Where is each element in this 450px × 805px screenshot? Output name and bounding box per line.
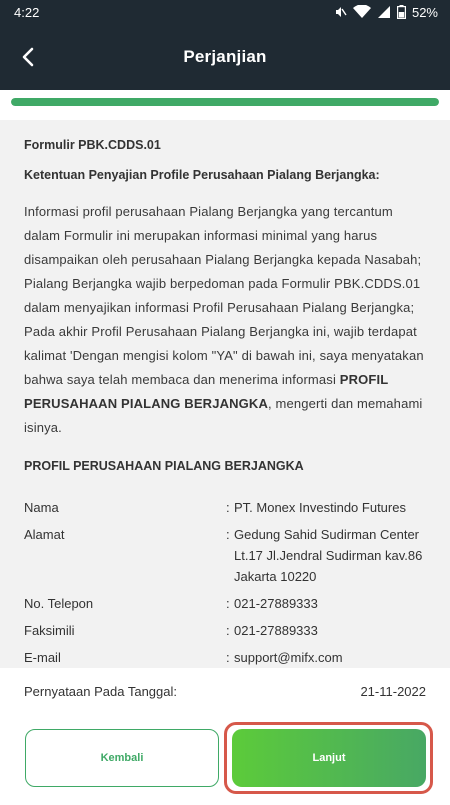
agreement-content[interactable] [0, 120, 450, 668]
statement-label: Pernyataan Pada Tanggal: [24, 683, 177, 699]
paragraph-2: Pialang Berjangka wajib berpedoman pada Formulir PBK.CDDS.01 dalam menyajikan informasi Profil Perusahaan Pialang Berjangka; [24, 276, 421, 315]
progress-fill [11, 98, 439, 106]
profile-label: Nama [24, 500, 59, 515]
profile-colon: : [226, 650, 230, 665]
profile-value: PT. Monex Investindo Futures [234, 500, 406, 515]
statement-row [0, 668, 450, 714]
paragraph-3-bold: PROFIL PERUSAHAAN PIALANG BERJANGKA [24, 372, 389, 411]
paragraph-1: Informasi profil perusahaan Pialang Berjangka yang tercantum dalam Formulir ini merupakan informasi minimal yang harus disampaikan oleh perusahaan Pialang Berjangka kepada Nasabah; [24, 204, 422, 267]
back-action-button[interactable]: Kembali [25, 729, 219, 787]
profile-row-phone [24, 593, 426, 614]
battery-icon [397, 5, 406, 19]
profile-label: No. Telepon [24, 596, 94, 611]
profile-heading: PROFIL PERUSAHAAN PIALANG BERJANGKA [24, 459, 304, 473]
back-button[interactable] [14, 42, 42, 72]
signal-icon [377, 5, 391, 19]
paragraph-3-end: , mengerti dan memahami isinya. [24, 396, 423, 435]
profile-label: Alamat [24, 527, 65, 542]
section-heading: Ketentuan Penyajian Profile Perusahaan Pialang Berjangka: [24, 168, 380, 182]
profile-table [24, 497, 426, 668]
paragraph-3-start: Pada akhir Profil Perusahaan Pialang Berjangka ini, wajib terdapat kalimat 'Dengan mengisi kolom "YA" di bawah ini, saya menyatakan bahwa saya telah membaca dan menerima informasi [24, 324, 424, 387]
status-icons [333, 5, 438, 20]
progress-area [0, 90, 450, 120]
profile-colon: : [226, 527, 230, 542]
profile-row-address [24, 524, 426, 587]
progress-bar [11, 98, 439, 106]
statement-date: 21-11-2022 [360, 683, 426, 699]
profile-colon: : [226, 623, 230, 638]
chevron-left-icon [21, 47, 35, 67]
profile-colon: : [226, 596, 230, 611]
battery-level: 52% [411, 4, 438, 20]
profile-row-email [24, 647, 426, 668]
profile-label: E-mail [24, 650, 61, 665]
profile-value: support@mifx.com [234, 650, 343, 665]
next-button[interactable]: Lanjut [232, 729, 426, 787]
profile-value: Gedung Sahid Sudirman Center Lt.17 Jl.Jendral Sudirman kav.86 Jakarta 10220 [234, 527, 423, 584]
form-code: Formulir PBK.CDDS.01 [24, 138, 161, 152]
page-title: Perjanjian [183, 47, 267, 66]
status-time: 4:22 [14, 4, 40, 20]
button-row [0, 722, 450, 798]
profile-value: 021-27889333 [234, 623, 318, 638]
profile-value: 021-27889333 [234, 596, 318, 611]
profile-row-fax [24, 620, 426, 641]
profile-label: Faksimili [24, 623, 75, 638]
profile-colon: : [226, 500, 230, 515]
paragraph-3 [24, 320, 426, 440]
mute-icon [333, 5, 347, 19]
wifi-icon [353, 5, 371, 19]
status-bar [0, 0, 450, 24]
app-header [0, 24, 450, 90]
profile-row-name [24, 497, 426, 518]
